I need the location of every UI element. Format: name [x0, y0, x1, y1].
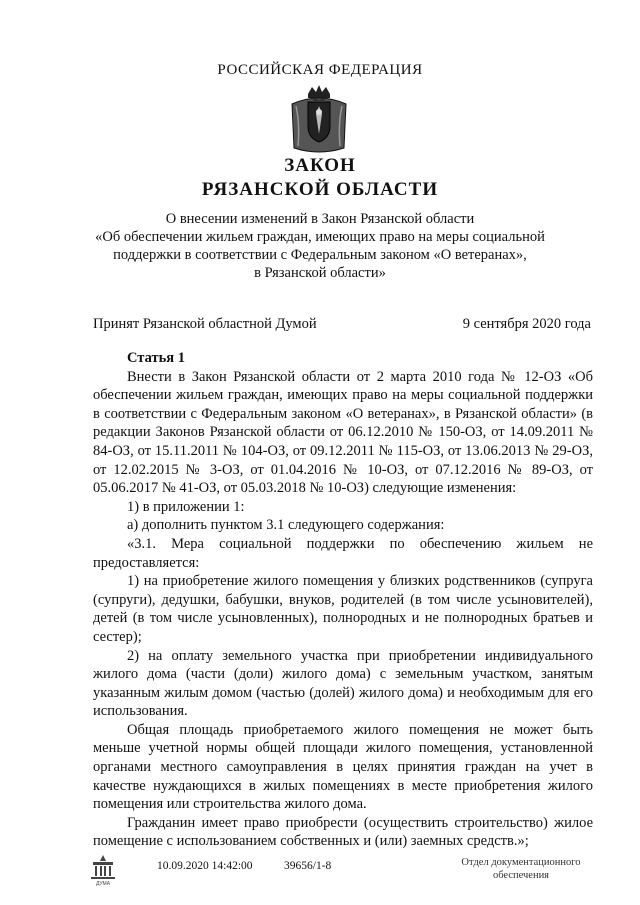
department-stamp-line1: Отдел документационного — [461, 857, 581, 868]
subtitle-line: в Рязанской области» — [254, 265, 386, 281]
coat-of-arms-emblem-icon — [286, 84, 352, 154]
department-stamp-line2: обеспечения — [492, 870, 550, 881]
body-paragraph: 2) на оплату земельного участка при приобретении индивидуального жилого дома (части (доли) жилого дома) с земельным участком, занятым указанным жилым домом (частью (долей) жилого дома) и необходимым для его использования. — [93, 647, 593, 720]
duma-logo-icon — [86, 852, 120, 886]
body-paragraph: а) дополнить пунктом 3.1 следующего содержания: — [127, 517, 445, 534]
law-title-line1: ЗАКОН — [284, 155, 356, 176]
body-paragraph: 1) в приложении 1: — [127, 498, 245, 515]
footer-timestamp: 10.09.2020 14:42:00 — [157, 860, 253, 872]
law-title-line2: РЯЗАНСКОЙ ОБЛАСТИ — [201, 179, 439, 200]
country-heading: РОССИЙСКАЯ ФЕДЕРАЦИЯ — [217, 62, 423, 78]
body-paragraph: Гражданин имеет право приобрести (осуществить строительство) жилое помещение с использованием собственных и (или) заемных средств.»; — [93, 814, 593, 850]
adoption-date: 9 сентября 2020 года — [462, 316, 591, 332]
law-subtitle — [60, 210, 580, 282]
subtitle-line: О внесении изменений в Закон Рязанской области — [165, 211, 475, 227]
body-paragraph: Общая площадь приобретаемого жилого помещения не может быть меньше учетной нормы общей площади жилого помещения, установленной органами местного самоуправления в целях принятия граждан на учет в качестве нуждающихся в жилых помещениях в месте приобретения жилого помещения или строительства жилого дома. — [93, 721, 593, 813]
subtitle-line: «Об обеспечении жильем граждан, имеющих право на меры социальной — [95, 229, 545, 245]
body-paragraph: Внести в Закон Рязанской области от 2 марта 2010 года № 12-ОЗ «Об обеспечении жильем граждан, имеющих право на меры социальной поддержки в соответствии с Федеральным законом «О ветеранах», в Рязанской области» (в редакции Законов Рязанской области от 06.12.2010 № 150-ОЗ, от 14.09.2011 № 84-ОЗ, от 15.11.2011 № 104-ОЗ, от 09.12.2011 № 115-ОЗ, от 13.06.2013 № 29-ОЗ, от 12.02.2015 № 3-ОЗ, от 01.04.2016 № 10-ОЗ, от 07.12.2016 № 89-ОЗ, от 05.06.2017 № 41-ОЗ, от 05.03.2018 № 10-ОЗ) следующие изменения: — [93, 368, 593, 497]
footer — [0, 852, 640, 902]
document-body — [93, 349, 593, 851]
adoption-line — [93, 316, 591, 333]
department-stamp — [446, 856, 596, 882]
body-paragraph: «3.1. Мера социальной поддержки по обеспечению жильем не предоставляется: — [93, 535, 593, 571]
law-title — [0, 154, 640, 202]
body-paragraph: 1) на приобретение жилого помещения у близких родственников (супруга (супруги), дедушки, бабушки, внуков, родителей (в том числе усыновителей), детей (в том числе усыновленных), полнородных и не полнородных братьев и сестер); — [93, 573, 593, 645]
svg-text:ДУМА: ДУМА — [95, 881, 111, 886]
footer-reg-number: 39656/1-8 — [284, 860, 332, 872]
article-title: Статья 1 — [127, 350, 185, 366]
adopted-by: Принят Рязанской областной Думой — [93, 316, 317, 332]
subtitle-line: поддержки в соответствии с Федеральным законом «О ветеранах», — [113, 247, 527, 263]
